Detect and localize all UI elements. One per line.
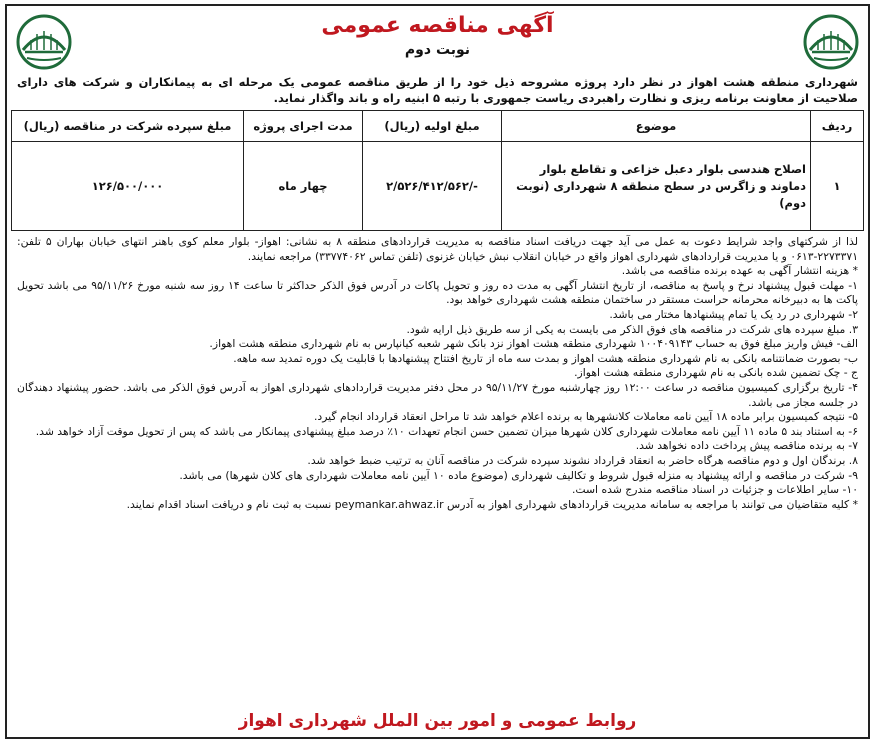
table-row xyxy=(12,142,864,231)
notice-subtitle: نوبت دوم xyxy=(404,42,471,58)
cell-duration: چهار ماه xyxy=(244,142,363,231)
table-header-row xyxy=(12,111,864,142)
col-duration-header: مدت اجرای پروژه xyxy=(244,111,363,142)
list-item: ۸. برندگان اول و دوم مناقصه هرگاه حاضر به انعقاد قرارداد نشوند سپرده شرکت در مناقصه آنان به ترتیب ضبط خواهد شد. xyxy=(307,453,858,467)
invitation-paragraph: لذا از شرکتهای واجد شرایط دعوت به عمل می آید جهت دریافت اسناد مناقصه به مدیریت قراردادهای منطقه ۸ به نشانی: اهواز- بلوار معلم کوی باهنر انتهای خیابان بهاران ۵ تلفن: ۲۲۷۳۳۷۱-۰۶۱۳ و یا مدیریت قراردادهای شهرداری اهواز واقع در خیابان انقلاب نبش خیابان غزنوی (تلفن تماس ۳۳۷۷۴۰۶۲) مراجعه نمایند. xyxy=(17,235,858,263)
cell-initial-amount: -/۲/۵۲۶/۴۱۲/۵۶۲ xyxy=(363,142,502,231)
list-item: ۷- به برنده مناقصه پیش پرداخت داده نخواهد شد. xyxy=(635,439,858,453)
list-item: ج - چک تضمین شده بانکی به نام شهرداری منطقه هشت اهواز. xyxy=(574,366,858,380)
intro-paragraph: شهرداری منطقه هشت اهواز در نظر دارد پروژه مشروحه ذیل خود را از طریق مناقصه عمومی یک مرحله ای به پیمانکاران و شرکت های دارای صلاحیت از معاونت برنامه ریزی و نظارت راهبردی ریاست جمهوری با رتبه ۵ ابنیه راه و باند واگذار نماید. xyxy=(17,75,858,105)
col-subject-header: موضوع xyxy=(502,111,811,142)
ahwaz-bridge-logo-icon xyxy=(800,14,862,70)
header xyxy=(7,6,868,72)
list-item: * هزینه انتشار آگهی به عهده برنده مناقصه می باشد. xyxy=(621,264,858,278)
ahwaz-bridge-logo-icon xyxy=(13,14,75,70)
list-item: ۵- نتیجه کمیسیون برابر ماده ۱۸ آیین نامه معاملات کلانشهرها به برنده اعلام خواهد شد تا مراحل انعقاد قرارداد انجام گیرد. xyxy=(313,410,858,424)
list-item: ۶- به استناد بند ۵ ماده ۱۱ آیین نامه معاملات شهرداری کلان شهرها میزان تضمین حسن انجام تعهدات ۱۰٪ درصد مبلغ پیشنهادی پیمانکار می باشد که پس از تحویل موقت آزاد خواهد شد. xyxy=(35,424,858,438)
col-deposit-header: مبلغ سپرده شرکت در مناقصه (ریال) xyxy=(12,111,244,142)
website-note: * کلیه متقاضیان می توانند با مراجعه به سامانه مدیریت قراردادهای شهرداری اهواز به آدرس peymankar.ahwaz.ir نسبت به ثبت نام و دریافت اسناد اقدام نمایند. xyxy=(126,497,858,511)
list-item: ۱۰- سایر اطلاعات و جزئیات در اسناد مناقصه مندرج شده است. xyxy=(571,483,858,497)
list-item: ۴- تاریخ برگزاری کمیسیون مناقصه در ساعت ۱۲:۰۰ روز چهارشنبه مورخ ۹۵/۱۱/۲۷ در محل دفتر مدیریت قراردادهای شهرداری اهواز به آدرس فوق الذکر می باشد. حضور پیشنهاد دهندگان در جلسه مجاز می باشد. xyxy=(17,380,858,409)
tender-notice xyxy=(5,4,870,739)
cell-subject: اصلاح هندسی بلوار دعبل خزاعی و تقاطع بلوار دماوند و زاگرس در سطح منطقه ۸ شهرداری (نوبت دوم) xyxy=(502,142,811,231)
list-item: ۳. مبلغ سپرده های شرکت در مناقصه های فوق الذکر می بایست به یکی از سه طریق ذیل ارایه شود. xyxy=(406,322,858,336)
list-item: ۱- مهلت قبول پیشنهاد نرخ و پاسخ به مناقصه، از تاریخ انتشار آگهی به مدت ده روز و تحویل پاکات در آدرس فوق الذکر حداکثر تا ساعت ۱۴ روز سه شنبه مورخ ۹۵/۱۱/۲۶ می باشد تحویل پاکت ها به دبیرخانه محرمانه حراست مستقر در ساختمان منطقه هشت شهرداری خواهد بود. xyxy=(17,278,858,307)
notice-body xyxy=(7,231,868,512)
cell-deposit: ۱۲۶/۵۰۰/۰۰۰ xyxy=(12,142,244,231)
col-row-header: ردیف xyxy=(811,111,864,142)
tender-table xyxy=(11,110,864,231)
list-item: ب- بصورت ضمانتنامه بانکی به نام شهرداری منطقه هشت اهواز و بمدت سه ماه از تاریخ افتتاح پیشنهادها با قابلیت یک دوره تمدید سه ماهه. xyxy=(233,351,858,365)
cell-row: ۱ xyxy=(811,142,864,231)
list-item: ۹- شرکت در مناقصه و ارائه پیشنهاد به منزله قبول شروط و تکالیف شهرداری (موضوع ماده ۱۰ آیین نامه معاملات شهرداری های کلان شهرها) می باشد. xyxy=(179,468,858,482)
footer-signature: روابط عمومی و امور بین الملل شهرداری اهواز xyxy=(238,711,637,731)
list-item: ۲- شهرداری در رد یک یا تمام پیشنهادها مختار می باشد. xyxy=(609,307,858,321)
notice-title: آگهی مناقصه عمومی xyxy=(321,13,554,38)
list-item: الف- فیش واریز مبلغ فوق به حساب ۱۰۰۴۰۹۱۴۳ شهرداری منطقه هشت اهواز نزد بانک شهر شعبه کیانپارس به نام شهرداری منطقه هشت اهواز. xyxy=(209,337,858,351)
col-initial-amount-header: مبلغ اولیه (ریال) xyxy=(363,111,502,142)
